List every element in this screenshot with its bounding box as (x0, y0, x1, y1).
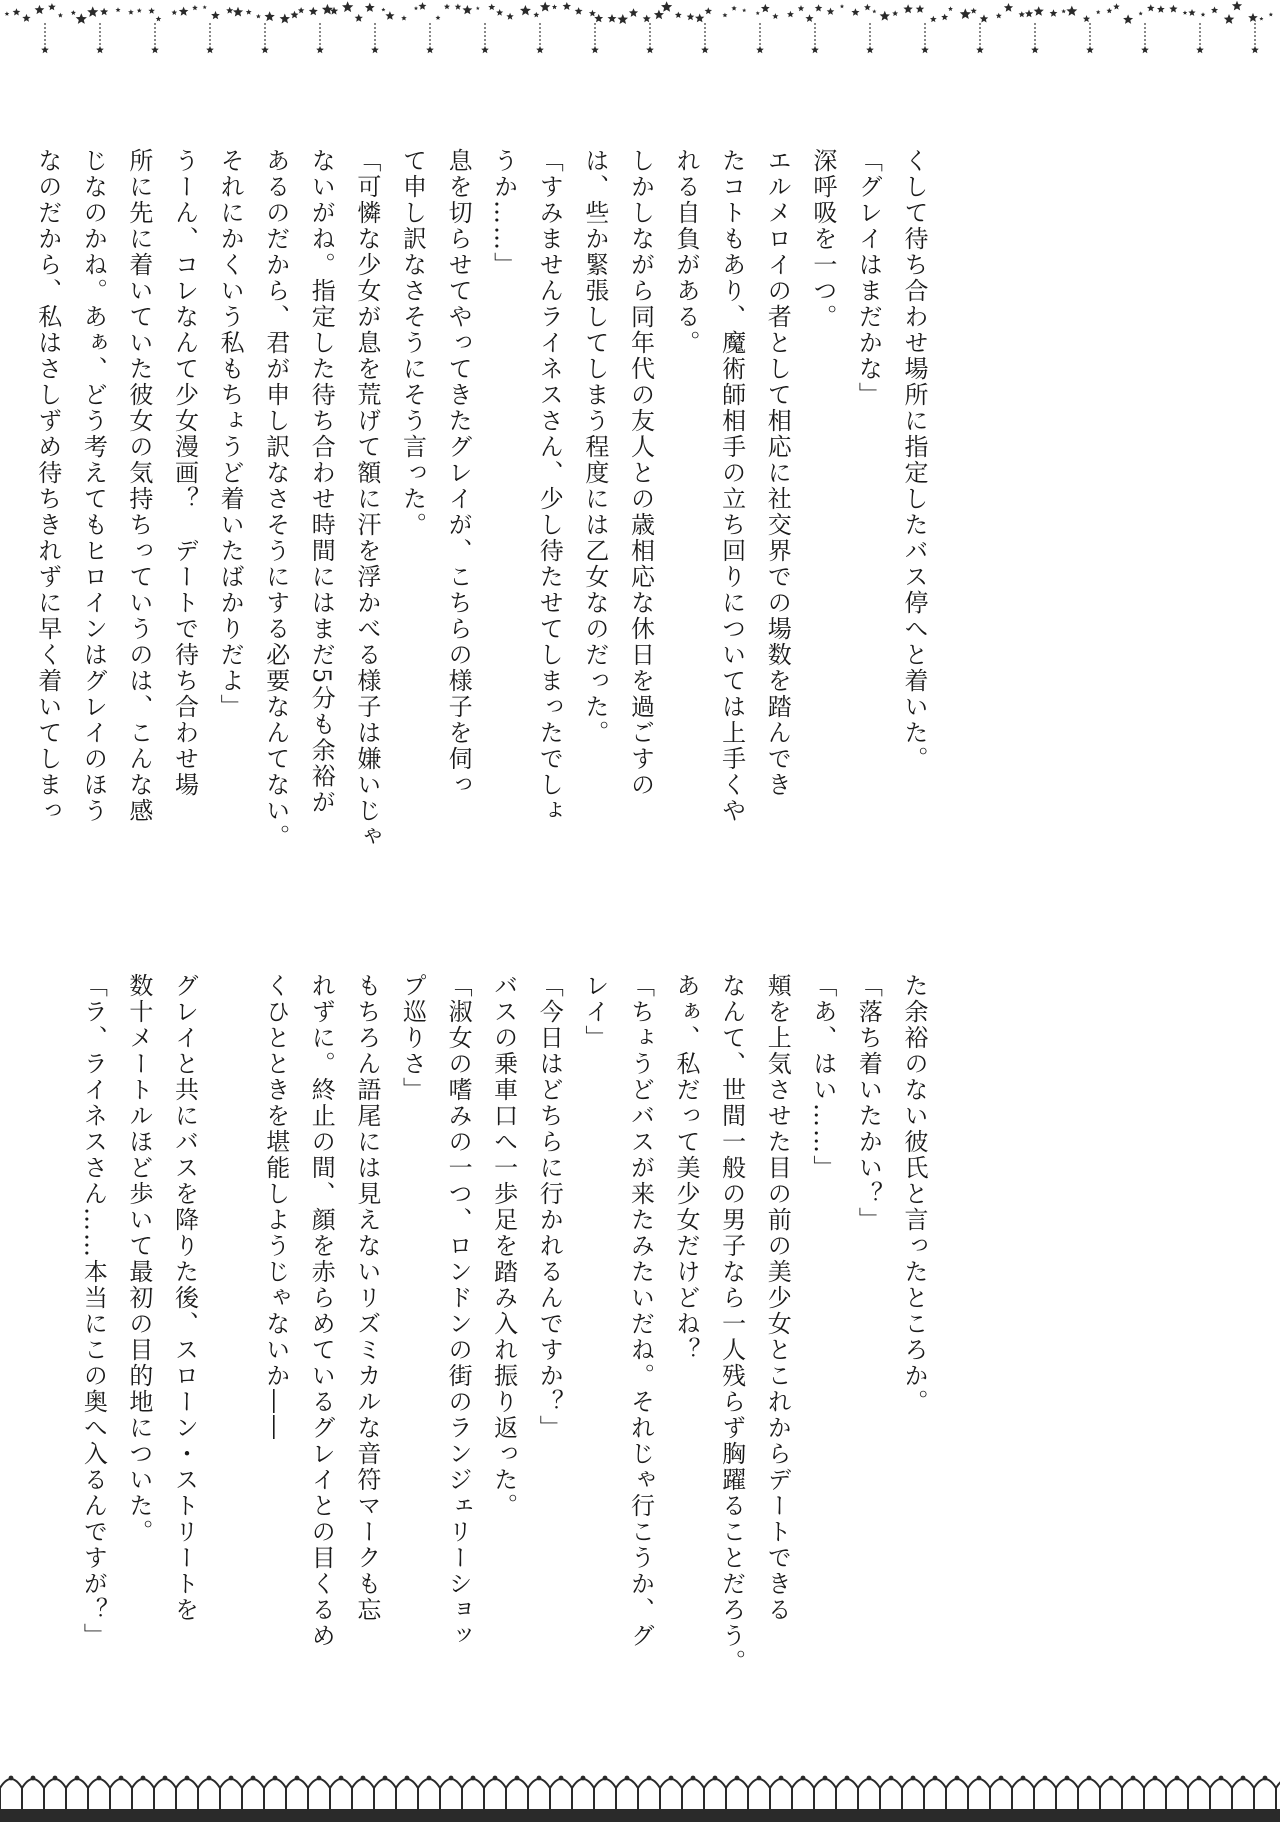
text-line: 頬を上気させた目の前の美少女とこれからデートできる (763, 973, 792, 1623)
text-line: くひとときを堪能しようじゃないか―― (261, 973, 290, 1441)
text-block-lower (70, 973, 936, 1715)
text-line (207, 973, 253, 1715)
text-line: エルメロイの者として相応に社交界での場数を踏んでき (763, 148, 792, 798)
text-line: なんて、世間一般の男子なら一人残らず胸躍ることだろう。 (717, 973, 746, 1675)
text-line: 「ラ、ライネスさん……本当にこの奥へ入るんですが？」 (79, 973, 108, 1649)
star-garland-border (0, 0, 1280, 70)
text-line: 「グレイはまだかな」 (854, 148, 883, 408)
text-line: 「今日はどちらに行かれるんですか？」 (535, 973, 564, 1441)
lace-border (0, 1758, 1280, 1822)
text-block-upper (24, 148, 936, 890)
text-line: しかしながら同年代の友人との歳相応な休日を過ごすの (626, 148, 655, 798)
text-line: 数十メートルほど歩いて最初の目的地についた。 (124, 973, 153, 1545)
text-line: プ巡りさ」 (398, 973, 427, 1103)
text-line: た余裕のない彼氏と言ったところか。 (900, 973, 928, 1415)
text-line: ないがね。指定した待ち合わせ時間にはまだ5分も余裕が (307, 148, 336, 816)
text-line: れる自負がある。 (672, 148, 701, 356)
text-line: 「ちょうどバスが来たみたいだね。それじゃ行こうか、グ (626, 973, 655, 1649)
text-line: くして待ち合わせ場所に指定したバス停へと着いた。 (900, 148, 928, 772)
text-line: グレイと共にバスを降りた後、スローン・ストリートを (170, 973, 199, 1623)
text-line: うか……」 (489, 148, 518, 278)
text-line: あるのだから、君が申し訳なさそうにする必要なんてない。 (261, 148, 290, 850)
text-line: 「可憐な少女が息を荒げて額に汗を浮かべる様子は嫌いじゃ (352, 148, 381, 850)
text-line: れずに。終止の間、顔を赤らめているグレイとの目くるめ (307, 973, 336, 1649)
text-line: レイ」 (580, 973, 609, 1051)
text-line: 「淑女の嗜みの一つ、ロンドンの街のランジェリーショッ (444, 973, 473, 1649)
text-line: 「落ち着いたかい？」 (854, 973, 883, 1233)
text-line: なのだから、私はさしずめ待ちきれずに早く着いてしまっ (33, 148, 62, 824)
text-line: それにかくいう私もちょうど着いたばかりだよ」 (216, 148, 245, 720)
text-line: もちろん語尾には見えないリズミカルな音符マークも忘 (352, 973, 381, 1623)
text-line: は、些か緊張してしまう程度には乙女なのだった。 (580, 148, 609, 746)
text-line: あぁ、私だって美少女だけどね？ (672, 973, 701, 1363)
text-line: 「あ、はい……」 (808, 973, 837, 1181)
text-line: うーん、コレなんて少女漫画？ デートで待ち合わせ場 (170, 148, 199, 798)
text-line: たコトもあり、魔術師相手の立ち回りについては上手くや (717, 148, 746, 824)
text-line: 息を切らせてやってきたグレイが、こちらの様子を伺っ (444, 148, 473, 798)
text-line: 深呼吸を一つ。 (808, 148, 837, 330)
text-line: じなのかね。あぁ、どう考えてもヒロインはグレイのほう (79, 148, 108, 824)
text-line: バスの乗車口へ一歩足を踏み入れ振り返った。 (489, 973, 518, 1519)
text-line: 所に先に着いていた彼女の気持ちっていうのは、こんな感 (124, 148, 153, 824)
text-line: 「すみませんライネスさん、少し待たせてしまったでしょ (535, 148, 564, 824)
text-line: て申し訳なさそうにそう言った。 (398, 148, 427, 538)
